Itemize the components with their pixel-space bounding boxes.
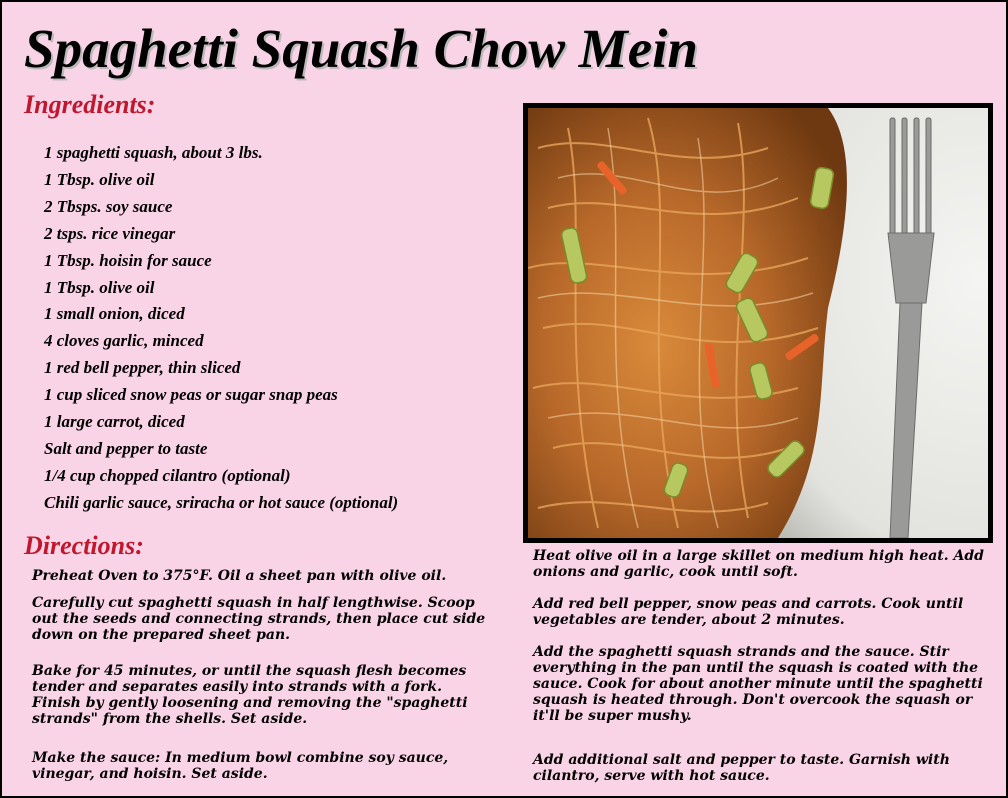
ingredient-item: 1 large carrot, diced: [44, 412, 185, 432]
ingredient-item: 1 spaghetti squash, about 3 lbs.: [44, 143, 263, 162]
ingredient-item: 1 Tbsp. olive oil: [44, 277, 155, 297]
direction-step: Add the spaghetti squash strands and the sauce. Stir everything in the pan until the squash is coated with the sauce. Cook for about another minute until the spaghetti squash is heated through. Don't overcook the squash or it'll be super mushy.: [533, 644, 983, 724]
direction-step: Bake for 45 minutes, or until the squash flesh becomes tender and separates easily into strands with a fork. Finish by gently loosening and removing the "spaghetti strands" from the shells. Set aside.: [32, 663, 468, 727]
direction-step: Make the sauce: In medium bowl combine soy sauce, vinegar, and hoisin. Set aside.: [32, 750, 449, 782]
ingredient-item: Salt and pepper to taste: [44, 438, 208, 458]
ingredients-list: [44, 140, 398, 517]
ingredient-item: 1 small onion, diced: [44, 304, 185, 324]
direction-step: Add red bell pepper, snow peas and carrots. Cook until vegetables are tender, about 2 minutes.: [533, 596, 964, 628]
direction-step: Preheat Oven to 375°F. Oil a sheet pan with olive oil.: [32, 568, 447, 584]
ingredient-item: 4 cloves garlic, minced: [44, 331, 204, 351]
ingredient-item: 1 Tbsp. olive oil: [44, 169, 155, 189]
direction-step: Heat olive oil in a large skillet on medium high heat. Add onions and garlic, cook until soft.: [533, 548, 984, 580]
recipe-title: Spaghetti Squash Chow Mein: [24, 18, 698, 79]
directions-heading: Directions:: [24, 531, 144, 560]
ingredient-item: 2 Tbsps. soy sauce: [44, 196, 173, 216]
ingredient-item: 2 tsps. rice vinegar: [44, 223, 176, 243]
ingredient-item: 1 cup sliced snow peas or sugar snap peas: [44, 385, 338, 405]
ingredients-heading: Ingredients:: [24, 90, 156, 119]
direction-step: Add additional salt and pepper to taste. Garnish with cilantro, serve with hot sauce.: [533, 752, 950, 784]
direction-step: Carefully cut spaghetti squash in half lengthwise. Scoop out the seeds and connecting strands, then place cut side down on the prepared sheet pan.: [32, 595, 486, 643]
ingredient-item: 1/4 cup chopped cilantro (optional): [44, 465, 291, 485]
ingredient-item: 1 Tbsp. hoisin for sauce: [44, 250, 212, 270]
ingredient-item: Chili garlic sauce, sriracha or hot sauce (optional): [44, 492, 399, 512]
ingredient-item: 1 red bell pepper, thin sliced: [44, 358, 241, 378]
dish-photo: [523, 103, 993, 543]
